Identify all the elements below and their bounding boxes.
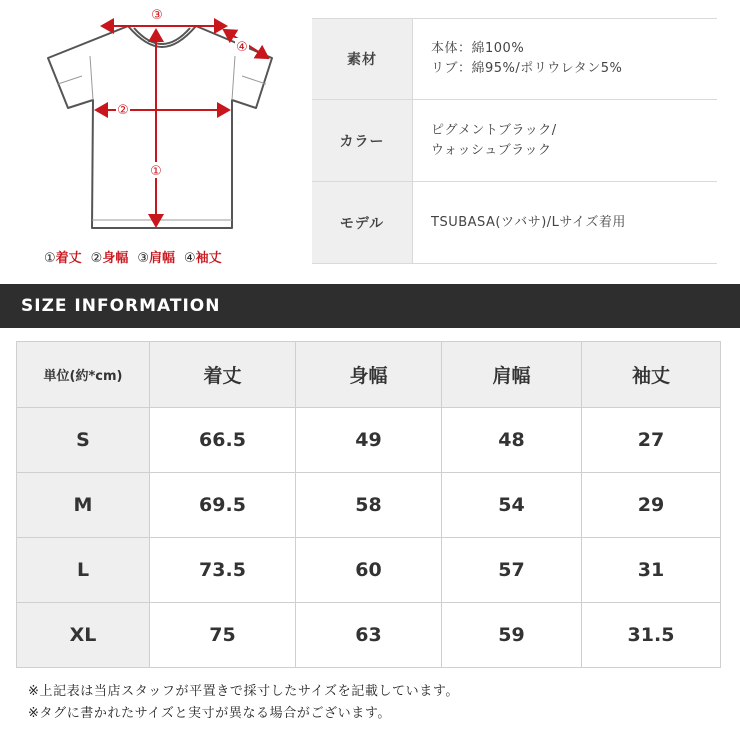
legend-item-chest: ②身幅 bbox=[90, 251, 129, 266]
tshirt-measurement-diagram bbox=[10, 2, 300, 274]
table-cell: 57 bbox=[442, 538, 582, 603]
size-table-header bbox=[17, 342, 721, 408]
table-row bbox=[17, 408, 721, 473]
header-length: 着丈 bbox=[150, 342, 296, 408]
table-cell: 69.5 bbox=[150, 473, 296, 538]
table-cell: 73.5 bbox=[150, 538, 296, 603]
table-cell: 66.5 bbox=[150, 408, 296, 473]
note-line: ※タグに書かれたサイズと実寸が異なる場合がございます。 bbox=[28, 706, 392, 721]
size-information-heading: SIZE INFORMATION bbox=[0, 284, 740, 328]
table-cell: 29 bbox=[582, 473, 721, 538]
spec-value: ピグメントブラック/ ウォッシュブラック bbox=[431, 122, 557, 158]
size-table bbox=[16, 341, 721, 668]
size-label: XL bbox=[17, 603, 150, 668]
header-shoulder: 肩幅 bbox=[442, 342, 582, 408]
header-sleeve: 袖丈 bbox=[582, 342, 721, 408]
marker-2: ② bbox=[117, 103, 129, 118]
table-cell: 48 bbox=[442, 408, 582, 473]
spec-value: 本体：綿100% リブ：綿95%/ポリウレタン5% bbox=[431, 41, 623, 76]
legend-item-sleeve: ④袖丈 bbox=[184, 251, 222, 266]
table-row bbox=[17, 538, 721, 603]
table-cell: 59 bbox=[442, 603, 582, 668]
note-line: ※上記表は当店スタッフが平置きで採寸したサイズを記載しています。 bbox=[28, 684, 460, 699]
marker-4: ④ bbox=[236, 40, 248, 55]
tshirt-outline bbox=[48, 26, 272, 228]
table-cell: 49 bbox=[296, 408, 442, 473]
marker-1: ① bbox=[150, 164, 162, 179]
spec-row-model bbox=[312, 182, 717, 264]
header-chest: 身幅 bbox=[296, 342, 442, 408]
diagram-legend bbox=[44, 247, 222, 266]
table-cell: 31.5 bbox=[582, 603, 721, 668]
table-cell: 54 bbox=[442, 473, 582, 538]
legend-item-shoulder: ③肩幅 bbox=[137, 251, 176, 266]
size-label: M bbox=[17, 473, 150, 538]
spec-row-color bbox=[312, 100, 717, 182]
size-label: S bbox=[17, 408, 150, 473]
size-notes bbox=[28, 681, 459, 725]
table-row bbox=[17, 603, 721, 668]
table-row bbox=[17, 473, 721, 538]
table-cell: 60 bbox=[296, 538, 442, 603]
table-cell: 75 bbox=[150, 603, 296, 668]
header-unit: 単位(約*cm) bbox=[17, 342, 150, 408]
table-cell: 63 bbox=[296, 603, 442, 668]
size-label: L bbox=[17, 538, 150, 603]
spec-table bbox=[312, 18, 717, 264]
table-cell: 58 bbox=[296, 473, 442, 538]
spec-label: モデル bbox=[312, 182, 413, 263]
spec-label: 素材 bbox=[312, 19, 413, 99]
spec-label: カラー bbox=[312, 100, 413, 181]
table-cell: 27 bbox=[582, 408, 721, 473]
marker-3: ③ bbox=[151, 8, 163, 23]
spec-value: TSUBASA(ツバサ)/Lサイズ着用 bbox=[431, 214, 626, 230]
legend-item-length: ①着丈 bbox=[44, 251, 82, 266]
spec-row-material bbox=[312, 18, 717, 100]
table-cell: 31 bbox=[582, 538, 721, 603]
